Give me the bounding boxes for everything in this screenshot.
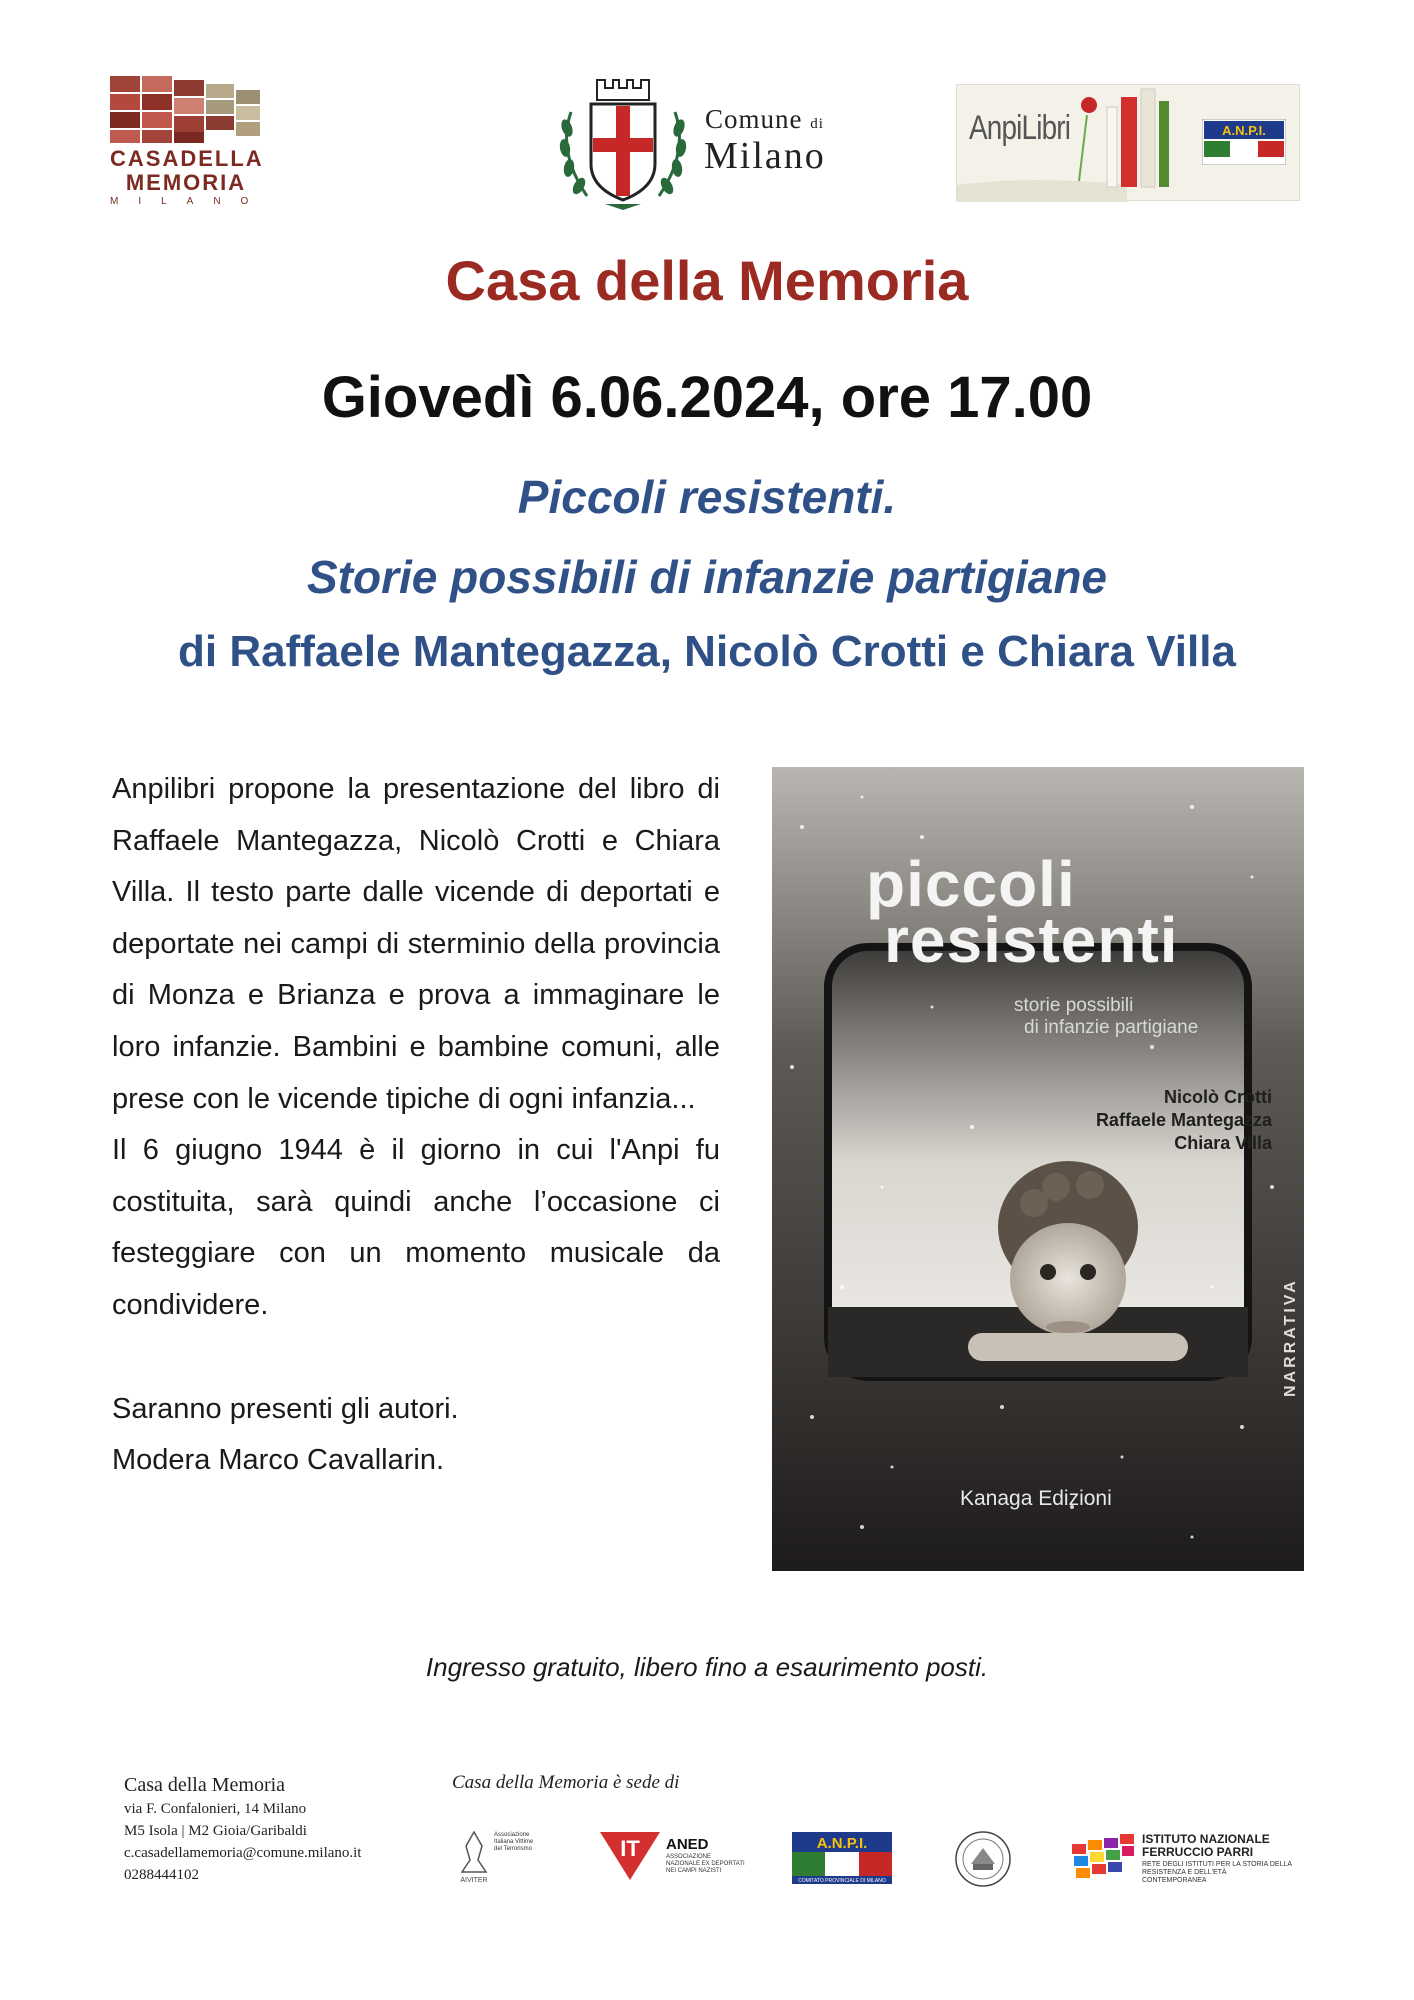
cover-author-1: Nicolò Crotti <box>1164 1087 1272 1107</box>
footer-street: via F. Confalonieri, 14 Milano <box>124 1801 307 1817</box>
venue-heading: Casa della Memoria <box>445 249 969 312</box>
authors-present-line: Saranno presenti gli autori. <box>112 1392 459 1425</box>
istituto-parri-logo <box>1070 1830 1290 1886</box>
comune-label: Comune di <box>705 104 824 134</box>
seal-logo <box>953 1830 1013 1888</box>
milano-label: Milano <box>704 135 826 177</box>
footer-metro: M5 Isola | M2 Gioia/Garibaldi <box>124 1823 307 1839</box>
casa-logo-line1: CASADELLA <box>110 146 264 171</box>
cover-author-3: Chiara Villa <box>1174 1133 1272 1153</box>
aiviter-emblem-icon <box>452 1826 496 1886</box>
anpi-subtext: COMITATO PROVINCIALE DI MILANO <box>798 1878 886 1884</box>
round-seal-icon <box>953 1830 1013 1888</box>
description-paragraph-2: Il 6 giugno 1944 è il giorno in cui l'Anpi fu costituita, sarà quindi anche l’occasione ci festeggiare con un momento musicale da condividere. <box>112 1134 720 1321</box>
comune-di-milano-logo <box>553 72 853 214</box>
event-datetime: Giovedì 6.06.2024, ore 17.00 <box>321 365 1093 430</box>
footer-email: c.casadellamemoria@comune.milano.it <box>124 1845 362 1861</box>
cover-title-line1: piccoli <box>866 848 1076 920</box>
admission-note: Ingresso gratuito, libero fino a esaurimento posti. <box>425 1652 989 1682</box>
book-title-line2: Storie possibili di infanzie partigiane <box>306 551 1107 603</box>
cover-publisher: Kanaga Edizioni <box>960 1487 1112 1510</box>
footer-venue-name: Casa della Memoria <box>124 1774 286 1796</box>
parri-mosaic-icon <box>1070 1830 1136 1886</box>
description-paragraph-1: Anpilibri propone la presentazione del libro di Raffaele Mantegazza, Nicolò Crotti e Chiara Villa. Il testo parte dalle vicende di deportati e deportate nei campi di sterminio della provincia di Monza e Brianza e prova a immaginare le loro infanzie. Bambini e bambine comuni, alle prese con le vicende tipiche di ogni infanzia... <box>112 773 720 1115</box>
milano-crest-icon <box>553 72 693 214</box>
aned-text: ANED <box>666 1836 709 1853</box>
footer-sede-label: Casa della Memoria è sede di <box>452 1772 680 1793</box>
book-authors: di Raffaele Mantegazza, Nicolò Crotti e Chiara Villa <box>178 627 1236 676</box>
aiviter-short-text: AIVITER <box>460 1877 488 1884</box>
book-title-line1: Piccoli resistenti. <box>517 471 897 523</box>
casa-logo-line3: MILANO <box>110 196 269 207</box>
cover-subtitle-line1: storie possibili <box>1014 995 1134 1016</box>
svg-text:IT: IT <box>620 1836 640 1861</box>
aiviter-text: Associazione Italiana Vittime del Terrorismo <box>494 1832 534 1852</box>
aned-triangle-icon <box>598 1828 662 1882</box>
anpi-text: A.N.P.I. <box>816 1835 868 1852</box>
anpi-flag-icon <box>792 1832 892 1884</box>
cover-author-2: Raffaele Mantegazza <box>1095 1110 1272 1130</box>
moderator-line: Modera Marco Cavallarin. <box>112 1444 445 1477</box>
anpi-mini-text: A.N.P.I. <box>1222 123 1266 138</box>
anpilibri-logo <box>956 84 1300 201</box>
cover-subtitle-line2: di infanzie partigiane <box>1024 1017 1199 1038</box>
footer-address <box>124 1772 361 1886</box>
footer-phone: 0288444102 <box>124 1867 199 1883</box>
parri-line2: FERRUCCIO PARRI <box>1142 1845 1254 1859</box>
casa-blocks-icon <box>110 76 262 144</box>
aiviter-logo <box>452 1826 542 1886</box>
aned-logo <box>598 1828 745 1882</box>
parri-line1: ISTITUTO NAZIONALE <box>1142 1832 1270 1846</box>
book-cover-image <box>772 767 1304 1571</box>
aned-subtext: ASSOCIAZIONE NAZIONALE EX DEPORTATI NEI CAMPI NAZISTI <box>666 1854 745 1874</box>
parri-line3: RETE DEGLI ISTITUTI PER LA STORIA DELLA RESISTENZA E DELL'ETÀ CONTEMPORANEA <box>1142 1861 1292 1884</box>
anpilibri-text: AnpiLibri <box>969 109 1071 147</box>
cover-title-line2: resistenti <box>884 904 1179 976</box>
casa-della-memoria-logo <box>110 76 269 208</box>
event-description <box>112 764 720 1487</box>
anpi-mini-logo <box>1202 119 1286 165</box>
cover-series: NARRATIVA <box>1282 1278 1299 1397</box>
casa-logo-line2: MEMORIA <box>125 170 247 195</box>
anpi-logo <box>792 1832 892 1884</box>
